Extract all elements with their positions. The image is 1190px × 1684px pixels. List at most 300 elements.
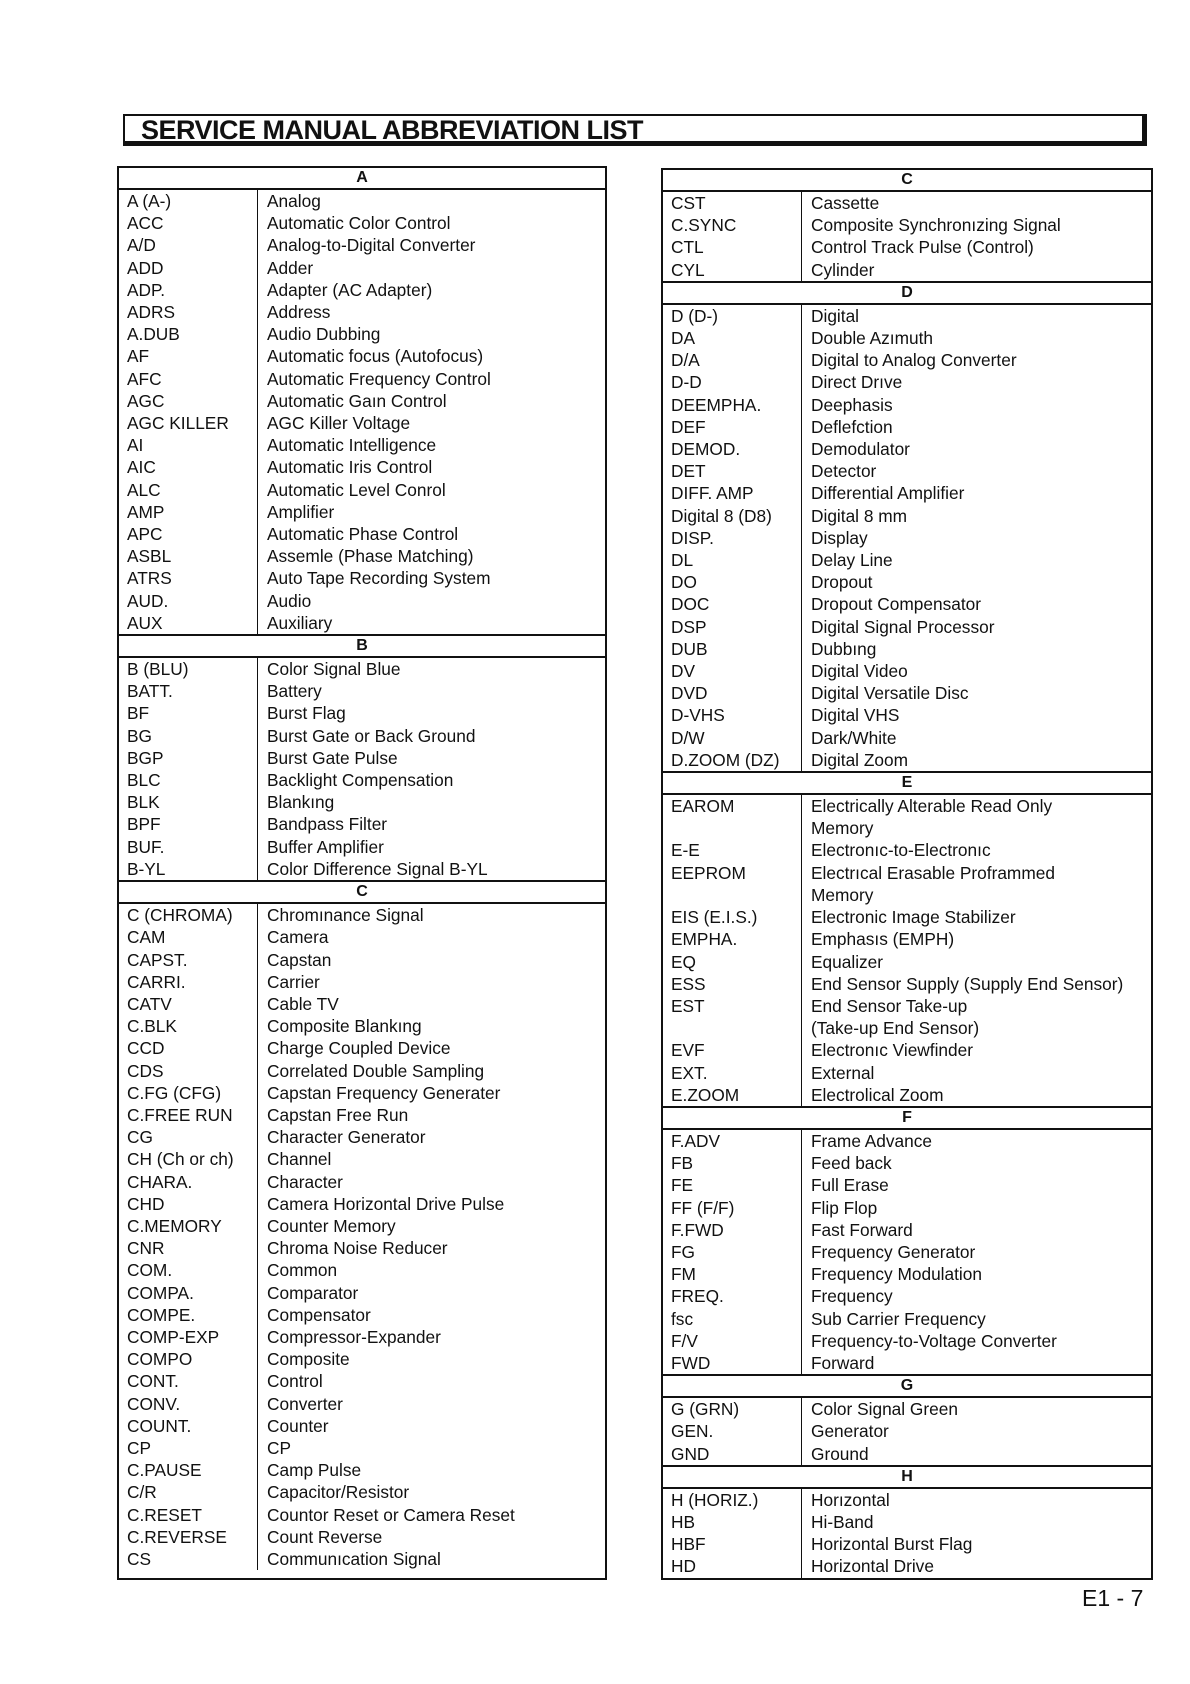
abbreviation-row — [663, 505, 1151, 527]
abbreviation-row — [663, 394, 1151, 416]
meaning: Automatic Intelligence — [267, 435, 437, 456]
section-header: C — [119, 880, 605, 904]
abbreviation-row — [119, 345, 605, 367]
abbreviation-row — [663, 371, 1151, 393]
abbreviation: BUF. — [127, 836, 165, 857]
meaning: Equalizer — [811, 951, 884, 972]
abbreviation: DV — [671, 661, 696, 682]
meaning: Demodulator — [811, 439, 910, 460]
meaning: Converter — [267, 1393, 343, 1414]
section-b — [119, 634, 605, 880]
abbreviation-row — [119, 1415, 605, 1437]
meaning: Memory — [811, 818, 874, 839]
abbreviation — [663, 1017, 801, 1039]
abbreviation: Digital 8 (D8) — [671, 505, 772, 526]
meaning: Flip Flop — [811, 1197, 878, 1218]
abbreviation: ASBL — [127, 546, 172, 567]
abbreviation-row — [663, 928, 1151, 950]
meaning: Display — [811, 527, 868, 548]
abbreviation-row — [663, 1285, 1151, 1307]
abbreviation: BGP — [127, 747, 164, 768]
abbreviation: DSP — [671, 616, 707, 637]
abbreviation: CG — [127, 1127, 153, 1148]
abbreviation-row — [119, 926, 605, 948]
left-abbreviation-column — [117, 166, 607, 1580]
meaning: Frequency — [811, 1286, 893, 1307]
meaning: Adapter (AC Adapter) — [267, 279, 433, 300]
abbreviation-row — [119, 747, 605, 769]
abbreviation-row — [119, 567, 605, 589]
meaning: Character Generator — [267, 1127, 426, 1148]
abbreviation: COM. — [127, 1260, 173, 1281]
abbreviation-row — [119, 836, 605, 858]
meaning: Digital — [811, 305, 860, 326]
abbreviation: GND — [671, 1443, 710, 1464]
meaning: Emphasıs (EMPH) — [811, 929, 955, 950]
abbreviation: A (A-) — [127, 191, 172, 211]
meaning: Forward — [811, 1352, 875, 1373]
abbreviation-rows — [119, 658, 605, 880]
meaning: Cassette — [811, 193, 880, 213]
meaning: Battery — [267, 681, 322, 702]
meaning: Burst Gate or Back Ground — [267, 725, 476, 746]
section-e — [663, 771, 1151, 1106]
page-title: SERVICE MANUAL ABBREVIATION LIST — [141, 115, 644, 145]
abbreviation-row — [663, 638, 1151, 660]
abbreviation-row — [663, 973, 1151, 995]
abbreviation-row — [663, 438, 1151, 460]
abbreviation-row — [663, 682, 1151, 704]
abbreviation-row — [119, 390, 605, 412]
abbreviation: AUD. — [127, 590, 169, 611]
abbreviation-row — [663, 839, 1151, 861]
meaning: Color Signal Blue — [267, 659, 401, 680]
abbreviation-rows — [663, 1398, 1151, 1465]
abbreviation: AI — [127, 435, 144, 456]
abbreviation: CYL — [671, 259, 705, 280]
meaning: Counter Memory — [267, 1215, 396, 1236]
abbreviation: C.REVERSE — [127, 1526, 227, 1547]
abbreviation-row — [119, 1126, 605, 1148]
meaning: Bandpass Filter — [267, 814, 388, 835]
abbreviation: AF — [127, 346, 150, 367]
abbreviation: F.ADV — [671, 1130, 720, 1151]
meaning: Correlated Double Sampling — [267, 1060, 485, 1081]
abbreviation: CAPST. — [127, 949, 188, 970]
meaning: Electrically Alterable Read Only — [811, 796, 1053, 817]
section-header: G — [663, 1374, 1151, 1398]
abbreviation-row — [663, 349, 1151, 371]
abbreviation-row — [119, 1437, 605, 1459]
abbreviation-row — [663, 1130, 1151, 1152]
meaning: Frequency-to-Voltage Converter — [811, 1330, 1057, 1351]
meaning: Composite — [267, 1349, 350, 1370]
abbreviation-row — [119, 658, 605, 680]
abbreviation: EAROM — [671, 796, 735, 817]
abbreviation: EEPROM — [671, 862, 746, 883]
abbreviation: CONT. — [127, 1371, 179, 1392]
abbreviation-row — [119, 257, 605, 279]
meaning: Delay Line — [811, 550, 893, 571]
abbreviation: C (CHROMA) — [127, 905, 233, 926]
abbreviation: D-D — [671, 372, 702, 393]
meaning: Deephasis — [811, 394, 893, 415]
meaning: Fast Forward — [811, 1219, 913, 1240]
abbreviation: HD — [671, 1556, 696, 1577]
abbreviation-row — [663, 906, 1151, 928]
meaning: Electrolical Zoom — [811, 1084, 944, 1105]
abbreviation: D/W — [671, 727, 705, 748]
meaning: Chroma Noise Reducer — [267, 1238, 448, 1259]
abbreviation: ALC — [127, 479, 161, 500]
abbreviation: BG — [127, 725, 152, 746]
page-number: E1 - 7 — [1082, 1585, 1144, 1611]
abbreviation: DO — [671, 572, 697, 593]
abbreviation: DISP. — [671, 527, 714, 548]
meaning: Horızontal — [811, 1489, 890, 1510]
abbreviation-row — [663, 1039, 1151, 1061]
abbreviation-row — [119, 993, 605, 1015]
abbreviation-row — [663, 1555, 1151, 1577]
meaning: Composite Blankıng — [267, 1016, 422, 1037]
meaning: Assemle (Phase Matching) — [267, 546, 474, 567]
abbreviation: EXT. — [671, 1062, 708, 1083]
meaning: Detector — [811, 461, 877, 482]
abbreviation-row — [663, 1420, 1151, 1442]
meaning: Channel — [267, 1149, 332, 1170]
meaning: Cylinder — [811, 259, 875, 280]
abbreviation-row — [119, 725, 605, 747]
abbreviation-row — [119, 1060, 605, 1082]
meaning: Ground — [811, 1443, 869, 1464]
section-c — [119, 880, 605, 1570]
meaning: Automatic Phase Control — [267, 524, 459, 545]
abbreviation-row — [119, 523, 605, 545]
abbreviation-row — [119, 1237, 605, 1259]
meaning: Automatic Gaın Control — [267, 390, 447, 411]
section-header: A — [119, 168, 605, 190]
abbreviation-row — [119, 680, 605, 702]
abbreviation: C.PAUSE — [127, 1460, 202, 1481]
abbreviation: CDS — [127, 1060, 164, 1081]
abbreviation: EST — [671, 995, 705, 1016]
abbreviation-row — [119, 1481, 605, 1503]
abbreviation: ACC — [127, 213, 164, 234]
abbreviation: fsc — [671, 1308, 694, 1329]
abbreviation: AMP — [127, 501, 165, 522]
abbreviation-row — [663, 1197, 1151, 1219]
meaning: Color Difference Signal B-YL — [267, 858, 488, 879]
abbreviation: CTL — [671, 237, 704, 258]
abbreviation: FWD — [671, 1352, 711, 1373]
abbreviation: DOC — [671, 594, 710, 615]
abbreviation: D-VHS — [671, 705, 725, 726]
abbreviation: FB — [671, 1153, 694, 1174]
meaning: Analog-to-Digital Converter — [267, 235, 476, 256]
abbreviation: AUX — [127, 612, 163, 633]
meaning: Digital Zoom — [811, 749, 908, 770]
section-d — [663, 281, 1151, 771]
abbreviation-row — [119, 212, 605, 234]
abbreviation-row — [119, 1459, 605, 1481]
title-bar — [123, 114, 1147, 146]
meaning: AGC Killer Voltage — [267, 413, 411, 434]
abbreviation: FM — [671, 1264, 696, 1285]
meaning: Electrıcal Erasable Proframmed — [811, 862, 1055, 883]
meaning: CP — [267, 1437, 292, 1458]
abbreviation-row — [663, 549, 1151, 571]
abbreviation-row — [119, 1326, 605, 1348]
section-header: H — [663, 1465, 1151, 1489]
meaning: Buffer Amplifier — [267, 836, 384, 857]
abbreviation: DUB — [671, 638, 708, 659]
abbreviation-row — [663, 1241, 1151, 1263]
abbreviation-row — [119, 1370, 605, 1392]
abbreviation: BPF — [127, 814, 161, 835]
abbreviation-row — [663, 1330, 1151, 1352]
abbreviation: D (D-) — [671, 305, 719, 326]
abbreviation: GEN. — [671, 1421, 714, 1442]
abbreviation: D/A — [671, 350, 700, 371]
meaning: Automatic focus (Autofocus) — [267, 346, 484, 367]
abbreviation: COUNT. — [127, 1415, 192, 1436]
abbreviation: CST — [671, 193, 706, 213]
abbreviation-row — [119, 501, 605, 523]
abbreviation-row — [663, 1152, 1151, 1174]
meaning: Comparator — [267, 1282, 359, 1303]
abbreviation-row — [663, 527, 1151, 549]
right-abbreviation-column — [661, 168, 1153, 1580]
meaning: Hi-Band — [811, 1511, 874, 1532]
meaning: Digital to Analog Converter — [811, 350, 1017, 371]
abbreviation: CATV — [127, 993, 172, 1014]
abbreviation-row — [119, 1282, 605, 1304]
meaning: Capstan Frequency Generater — [267, 1082, 501, 1103]
abbreviation: EMPHA. — [671, 929, 738, 950]
abbreviation: BLK — [127, 792, 160, 813]
abbreviation-row — [663, 571, 1151, 593]
meaning: Carrier — [267, 971, 320, 992]
meaning: Analog — [267, 191, 321, 211]
abbreviation-row — [663, 214, 1151, 236]
abbreviation-rows — [119, 190, 605, 634]
abbreviation-row — [663, 727, 1151, 749]
section-h — [663, 1465, 1151, 1578]
meaning: Address — [267, 302, 331, 323]
abbreviation: C.SYNC — [671, 215, 737, 236]
meaning: Composite Synchronızing Signal — [811, 215, 1061, 236]
meaning: Camp Pulse — [267, 1460, 362, 1481]
meaning: Frequency Generator — [811, 1241, 976, 1262]
abbreviation: HBF — [671, 1534, 706, 1555]
abbreviation: BATT. — [127, 681, 173, 702]
abbreviation-row — [119, 301, 605, 323]
abbreviation-row — [119, 1015, 605, 1037]
abbreviation: BF — [127, 703, 150, 724]
abbreviation-row — [119, 949, 605, 971]
abbreviation-row — [663, 817, 1151, 839]
abbreviation-row — [663, 1017, 1151, 1039]
abbreviation: H (HORIZ.) — [671, 1489, 759, 1510]
section-header: F — [663, 1106, 1151, 1130]
abbreviation-row — [119, 590, 605, 612]
meaning: Horizontal Drive — [811, 1556, 934, 1577]
meaning: Full Erase — [811, 1175, 889, 1196]
meaning: Feed back — [811, 1153, 892, 1174]
meaning: Digital Signal Processor — [811, 616, 995, 637]
abbreviation-row — [663, 1511, 1151, 1533]
meaning: Digital Video — [811, 661, 908, 682]
abbreviation-row — [119, 702, 605, 724]
abbreviation: DA — [671, 328, 696, 349]
abbreviation-row — [663, 951, 1151, 973]
abbreviation: C.FREE RUN — [127, 1104, 233, 1125]
abbreviation: B-YL — [127, 858, 166, 879]
meaning: Digital VHS — [811, 705, 900, 726]
abbreviation-rows — [663, 795, 1151, 1106]
section-header: B — [119, 634, 605, 658]
abbreviation: CAM — [127, 927, 166, 948]
abbreviation-row — [119, 858, 605, 880]
abbreviation-row — [119, 1215, 605, 1237]
abbreviation: CCD — [127, 1038, 165, 1059]
abbreviation-row — [663, 1489, 1151, 1511]
abbreviation-row — [119, 434, 605, 456]
abbreviation: AFC — [127, 368, 162, 389]
meaning: Electronıc-to-Electronıc — [811, 840, 991, 861]
meaning: Horizontal Burst Flag — [811, 1534, 973, 1555]
abbreviation: DL — [671, 550, 694, 571]
abbreviation-row — [119, 971, 605, 993]
abbreviation: DVD — [671, 683, 708, 704]
abbreviation: AIC — [127, 457, 156, 478]
abbreviation-row — [119, 1259, 605, 1281]
meaning: Chromınance Signal — [267, 905, 424, 926]
abbreviation-row — [119, 1504, 605, 1526]
abbreviation-row — [663, 1219, 1151, 1241]
abbreviation: FE — [671, 1175, 694, 1196]
abbreviation-row — [119, 1171, 605, 1193]
abbreviation: APC — [127, 524, 163, 545]
meaning: End Sensor Take-up — [811, 995, 968, 1016]
abbreviation-row — [119, 904, 605, 926]
abbreviation: DIFF. AMP — [671, 483, 754, 504]
abbreviation: C.BLK — [127, 1016, 177, 1037]
abbreviation: D.ZOOM (DZ) — [671, 749, 780, 770]
meaning: Double Azımuth — [811, 328, 933, 349]
abbreviation: ADD — [127, 257, 164, 278]
abbreviation-row — [119, 412, 605, 434]
meaning: Backlight Compensation — [267, 770, 454, 791]
abbreviation-row — [119, 813, 605, 835]
meaning: Burst Flag — [267, 703, 346, 724]
meaning: Capstan — [267, 949, 332, 970]
abbreviation-row — [119, 456, 605, 478]
abbreviation-row — [119, 323, 605, 345]
meaning: Electronıc Viewfinder — [811, 1040, 974, 1061]
meaning: External — [811, 1062, 875, 1083]
meaning: Charge Coupled Device — [267, 1038, 451, 1059]
abbreviation-row — [663, 593, 1151, 615]
meaning: Direct Drıve — [811, 372, 903, 393]
abbreviation: CONV. — [127, 1393, 181, 1414]
abbreviation: DEMOD. — [671, 439, 741, 460]
abbreviation-row — [663, 1398, 1151, 1420]
meaning: Dropout Compensator — [811, 594, 982, 615]
abbreviation: F/V — [671, 1330, 698, 1351]
section-header: E — [663, 771, 1151, 795]
abbreviation: ADRS — [127, 302, 176, 323]
abbreviation: A/D — [127, 235, 156, 256]
abbreviation: COMP-EXP — [127, 1326, 220, 1347]
meaning: Capstan Free Run — [267, 1104, 409, 1125]
meaning: Character — [267, 1171, 343, 1192]
abbreviation-row — [119, 769, 605, 791]
abbreviation: CARRI. — [127, 971, 186, 992]
meaning: Burst Gate Pulse — [267, 747, 398, 768]
meaning: Deflefction — [811, 416, 893, 437]
meaning: Camera Horizontal Drive Pulse — [267, 1193, 505, 1214]
abbreviation-rows — [663, 305, 1151, 771]
section-header: D — [663, 281, 1151, 305]
abbreviation: COMPA. — [127, 1282, 194, 1303]
abbreviation: C.MEMORY — [127, 1215, 222, 1236]
abbreviation-row — [119, 1082, 605, 1104]
abbreviation: C.FG (CFG) — [127, 1082, 222, 1103]
abbreviation-row — [663, 704, 1151, 726]
abbreviation: FREQ. — [671, 1286, 724, 1307]
abbreviation-row — [119, 1548, 605, 1570]
meaning: Communıcation Signal — [267, 1548, 441, 1569]
abbreviation: CNR — [127, 1238, 165, 1259]
abbreviation: HB — [671, 1511, 696, 1532]
section-c — [663, 170, 1151, 281]
abbreviation — [663, 817, 801, 839]
abbreviation-row — [119, 1348, 605, 1370]
meaning: Digital 8 mm — [811, 505, 908, 526]
abbreviation-row — [663, 1174, 1151, 1196]
abbreviation-row — [663, 862, 1151, 884]
abbreviation: EIS (E.I.S.) — [671, 907, 758, 928]
abbreviation-row — [663, 749, 1151, 771]
meaning: Memory — [811, 884, 874, 905]
abbreviation: ADP. — [127, 279, 166, 300]
abbreviation: COMPO — [127, 1349, 193, 1370]
abbreviation-row — [119, 190, 605, 212]
abbreviation-row — [663, 460, 1151, 482]
meaning: Generator — [811, 1421, 889, 1442]
meaning: Control — [267, 1371, 323, 1392]
meaning: (Take-up End Sensor) — [811, 1018, 980, 1039]
meaning: End Sensor Supply (Supply End Sensor) — [811, 973, 1124, 994]
abbreviation: B (BLU) — [127, 659, 189, 680]
meaning: Automatic Iris Control — [267, 457, 433, 478]
abbreviation-rows — [663, 1130, 1151, 1374]
abbreviation-row — [119, 234, 605, 256]
meaning: Dubbıng — [811, 638, 877, 659]
meaning: Dark/White — [811, 727, 897, 748]
abbreviation-row — [119, 1304, 605, 1326]
meaning: Auxiliary — [267, 612, 333, 633]
meaning: Camera — [267, 927, 329, 948]
abbreviation: C/R — [127, 1482, 157, 1503]
abbreviation-row — [119, 545, 605, 567]
section-header: C — [663, 170, 1151, 192]
abbreviation-row — [119, 279, 605, 301]
abbreviation-rows — [663, 1489, 1151, 1578]
abbreviation-row — [119, 479, 605, 501]
abbreviation-row — [663, 884, 1151, 906]
